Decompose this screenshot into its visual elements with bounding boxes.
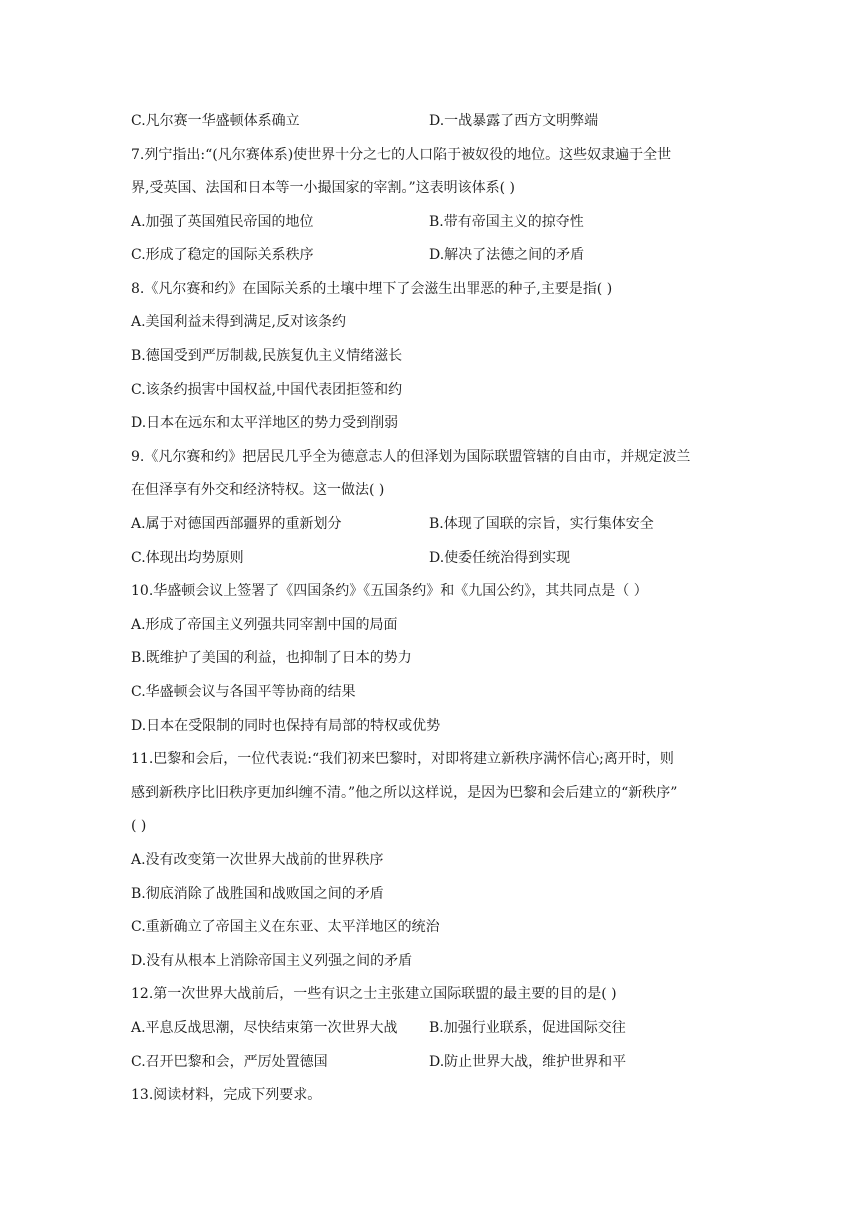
option-d: D.防止世界大战，维护世界和平 xyxy=(429,1054,627,1070)
option-b: B.加强行业联系，促进国际交往 xyxy=(429,1020,626,1036)
option-c: C.形成了稳定的国际关系秩序 xyxy=(131,247,314,263)
option-d: D.没有从根本上消除帝国主义列强之间的矛盾 xyxy=(131,953,413,969)
question-12: 12.第一次世界大战前后，一些有识之士主张建立国际联盟的最主要的目的是( ) xyxy=(131,986,617,1002)
option-d: D.解决了法德之间的矛盾 xyxy=(429,247,585,263)
option-b: B.带有帝国主义的掠夺性 xyxy=(429,214,584,230)
option-c: C.凡尔赛一华盛顿体系确立 xyxy=(131,113,300,129)
option-b: B.德国受到严厉制裁,民族复仇主义情绪滋长 xyxy=(131,348,403,364)
question-11-line-1: 11.巴黎和会后，一位代表说:“我们初来巴黎时，对即将建立新秩序满怀信心;离开时，则 xyxy=(131,751,674,767)
question-9-line-1: 9.《凡尔赛和约》把居民几乎全为德意志人的但泽划为国际联盟管辖的自由市，并规定波兰 xyxy=(131,449,691,465)
option-d: D.一战暴露了西方文明弊端 xyxy=(429,113,599,129)
option-d: D.日本在远东和太平洋地区的势力受到削弱 xyxy=(131,415,399,431)
question-11-line-2: 感到新秩序比旧秩序更加纠缠不清。”他之所以这样说，是因为巴黎和会后建立的“新秩序” xyxy=(131,785,678,801)
option-a: A.没有改变第一次世界大战前的世界秩序 xyxy=(131,852,384,868)
question-11-line-3: ( ) xyxy=(131,818,147,834)
option-b: B.彻底消除了战胜国和战败国之间的矛盾 xyxy=(131,886,384,902)
question-7-line-1: 7.列宁指出:“(凡尔赛体系)使世界十分之七的人口陷于被奴役的地位。这些奴隶遍于全世 xyxy=(131,147,672,163)
option-c: C.体现出均势原则 xyxy=(131,550,244,566)
question-7-line-2: 界,受英国、法国和日本等一小撮国家的宰割。”这表明该体系( ) xyxy=(131,180,515,196)
question-8: 8.《凡尔赛和约》在国际关系的土壤中埋下了会滋生出罪恶的种子,主要是指( ) xyxy=(131,281,613,297)
option-c: C.该条约损害中国权益,中国代表团拒签和约 xyxy=(131,382,403,398)
option-b: B.既维护了美国的利益，也抑制了日本的势力 xyxy=(131,650,412,666)
option-d: D.使委任统治得到实现 xyxy=(429,550,571,566)
option-a: A.美国利益未得到满足,反对该条约 xyxy=(131,314,347,330)
option-line xyxy=(131,112,300,130)
question-9-line-2: 在但泽享有外交和经济特权。这一做法( ) xyxy=(131,482,385,498)
option-a: A.属于对德国西部疆界的重新划分 xyxy=(131,516,342,532)
option-a: A.加强了英国殖民帝国的地位 xyxy=(131,214,314,230)
option-c: C.召开巴黎和会，严厉处置德国 xyxy=(131,1054,328,1070)
option-c: C.华盛顿会议与各国平等协商的结果 xyxy=(131,684,356,700)
question-10: 10.华盛顿会议上签署了《四国条约》《五国条约》和《九国公约》，其共同点是（ ） xyxy=(131,583,648,599)
option-a: A.平息反战思潮，尽快结束第一次世界大战 xyxy=(131,1020,398,1036)
option-c: C.重新确立了帝国主义在东亚、太平洋地区的统治 xyxy=(131,919,440,935)
question-13: 13.阅读材料，完成下列要求。 xyxy=(131,1087,322,1103)
option-a: A.形成了帝国主义列强共同宰割中国的局面 xyxy=(131,617,398,633)
option-d: D.日本在受限制的同时也保持有局部的特权或优势 xyxy=(131,718,441,734)
option-b: B.体现了国联的宗旨，实行集体安全 xyxy=(429,516,654,532)
